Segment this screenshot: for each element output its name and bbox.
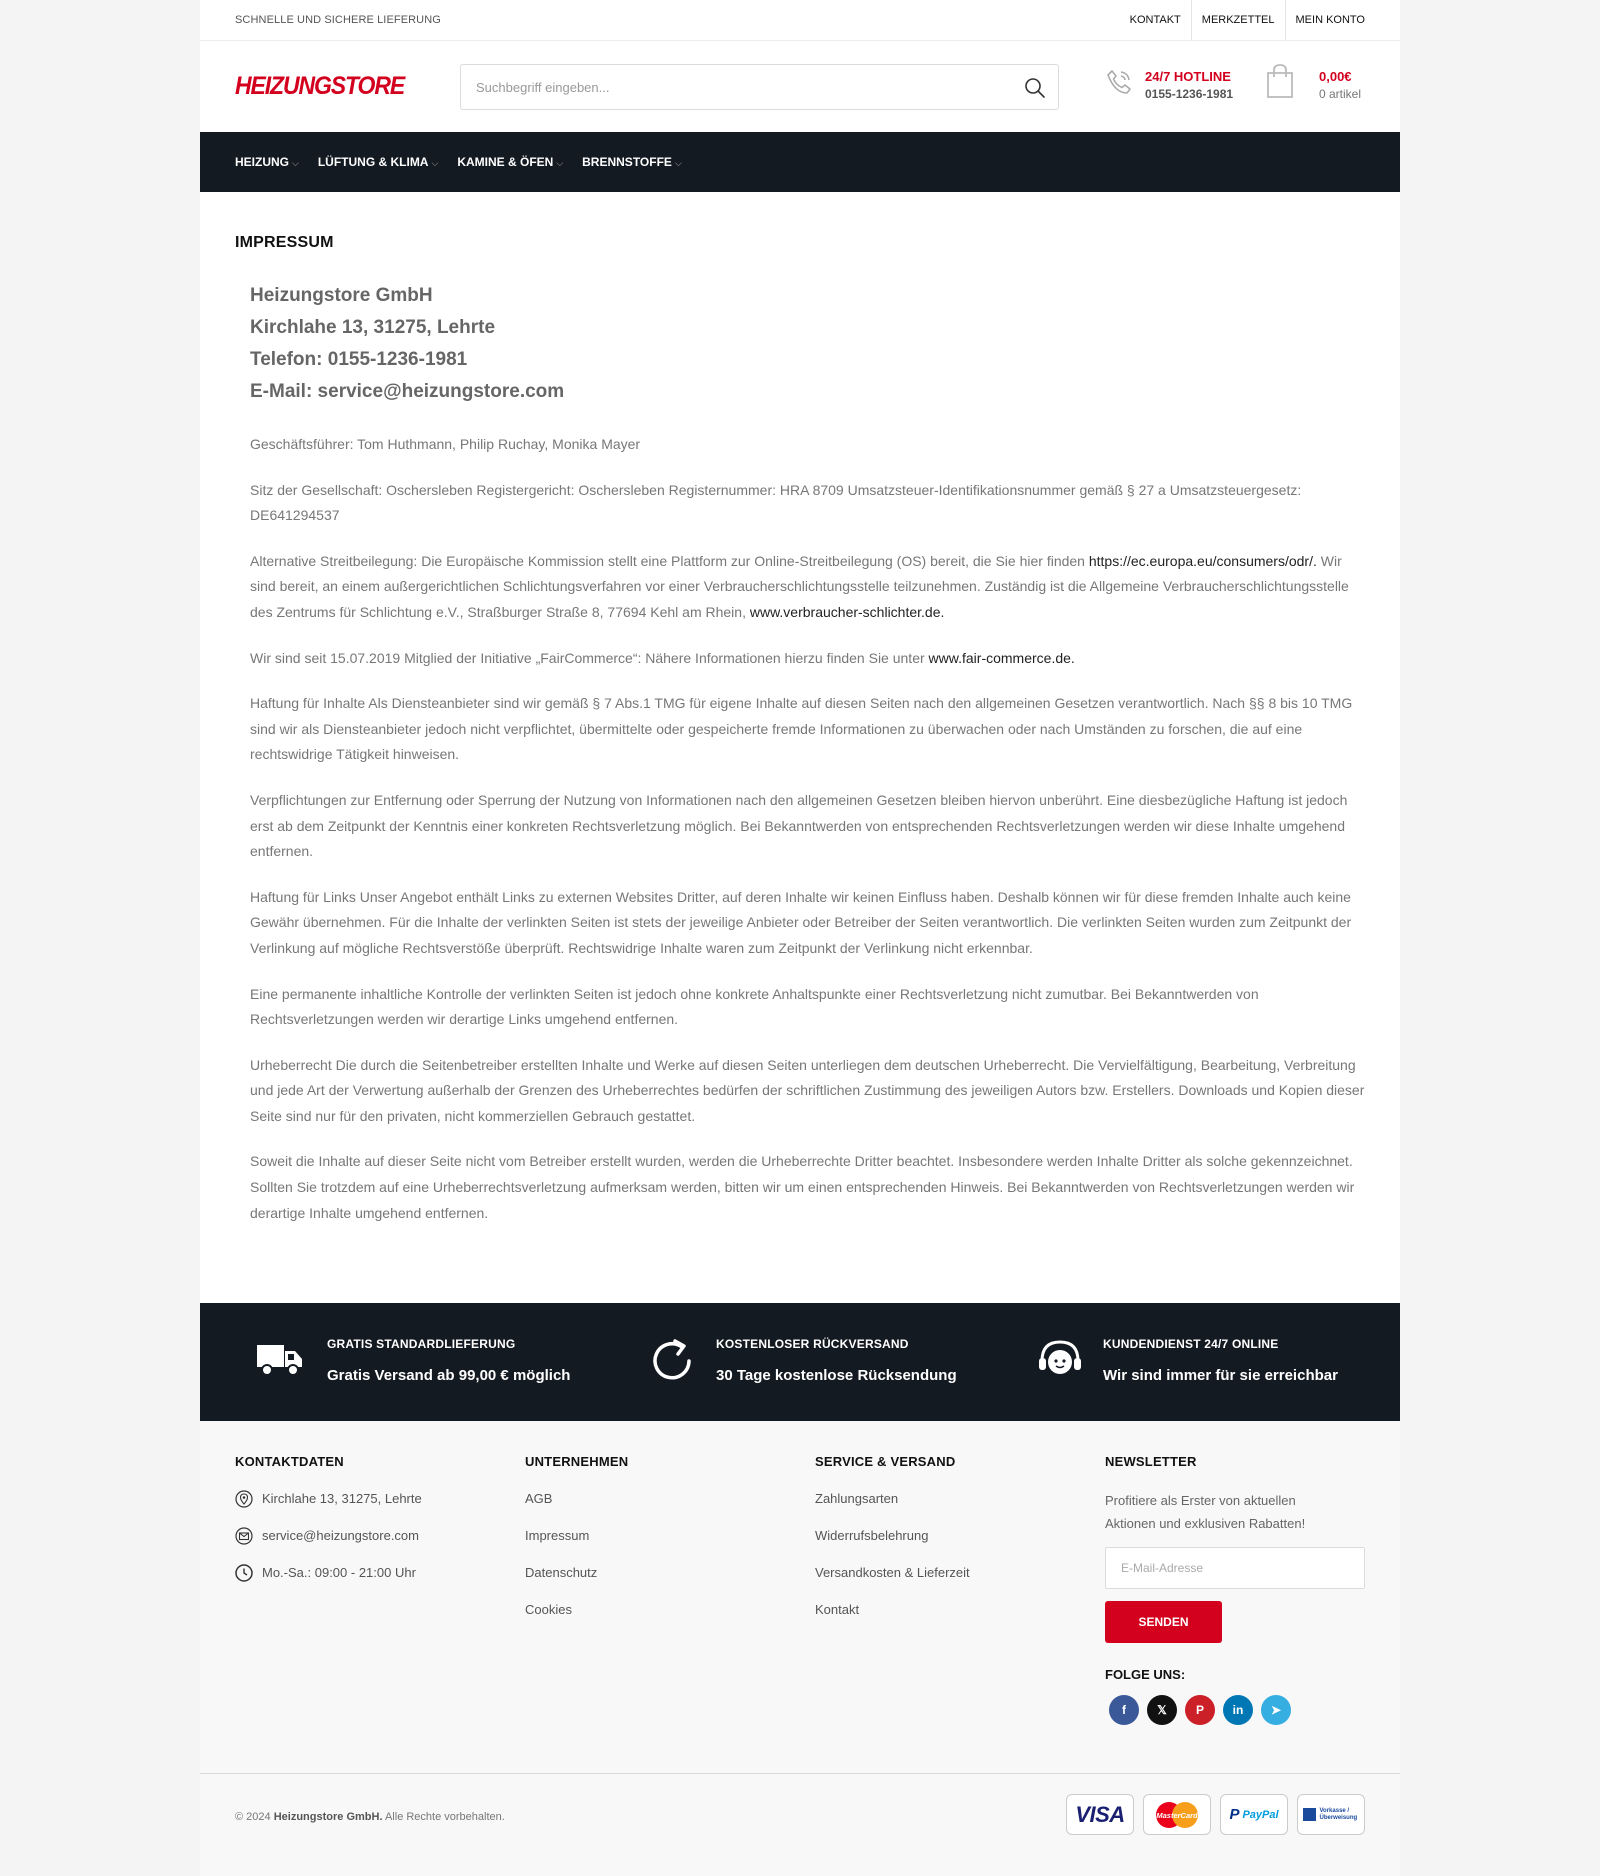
fair-commerce-link[interactable]: www.fair-commerce.de. xyxy=(928,649,1075,666)
payment-label: VISA xyxy=(1075,1801,1125,1827)
logo[interactable]: HEIZUNGSTORE xyxy=(235,72,405,100)
copyright-company: Heizungstore GmbH. xyxy=(273,1811,383,1823)
newsletter-text: Profitiere als Erster von aktuellen Aktionen und exklusiven Rabatten! xyxy=(1105,1493,1306,1531)
hotline-label: 24/7 HOTLINE xyxy=(1145,69,1231,84)
cart-count: 0 artikel xyxy=(1319,87,1362,101)
copyright-icon: © xyxy=(235,1811,244,1823)
facebook-icon[interactable]: f xyxy=(1109,1695,1139,1725)
paragraph-faircommerce xyxy=(235,646,1365,672)
company-street: Kirchlahe 13, 31275, Lehrte xyxy=(250,317,496,338)
chevron-down-icon: ⌵ xyxy=(431,158,439,168)
odr-link[interactable]: https://ec.europa.eu/consumers/odr/. xyxy=(1088,552,1317,569)
footer-link-kontakt[interactable]: Kontakt xyxy=(815,1602,860,1617)
contact-address xyxy=(235,1489,422,1509)
mastercard-icon xyxy=(1149,1799,1205,1831)
footer-link-impressum[interactable]: Impressum xyxy=(525,1528,590,1543)
page-title: IMPRESSUM xyxy=(235,234,334,251)
page xyxy=(200,0,1400,1854)
company-email: E-Mail: service@heizungstore.com xyxy=(250,381,565,402)
mastercard-logo xyxy=(1143,1794,1211,1835)
paragraph-link-control: Eine permanente inhaltliche Kontrolle der verlinkten Seiten ist jedoch ohne konkrete Anhaltspunkte einer Rechtsverletzung nicht zumutbar. Bei Bekanntwerden von Rechtsverletzungen werden wir derartige Links umgehend entfernen. xyxy=(250,985,1259,1028)
cart-total: 0,00€ xyxy=(1319,69,1352,84)
contact-email[interactable] xyxy=(235,1526,422,1546)
paragraph-registry: Sitz der Gesellschaft: Oschersleben Registergericht: Oschersleben Registernummer: HRA 8709 Umsatzsteuer-Identifikationsnummer gemäß § 27 a Umsatzsteuergesetz: DE641294537 xyxy=(250,481,1302,524)
footer-link-widerruf[interactable]: Widerrufsbelehrung xyxy=(815,1528,929,1543)
paypal-p-icon: P xyxy=(1229,1806,1240,1823)
linkedin-icon[interactable]: in xyxy=(1223,1695,1253,1725)
company-phone: Telefon: 0155-1236-1981 xyxy=(250,349,468,370)
top-links xyxy=(1120,0,1400,40)
company-address xyxy=(235,280,1365,408)
company-name: Heizungstore GmbH xyxy=(250,285,433,306)
paragraph-removal: Verpflichtungen zur Entfernung oder Sperrung der Nutzung von Informationen nach den allgemeinen Gesetzen bleiben hiervon unberührt. Eine diesbezügliche Haftung ist jedoch erst ab dem Zeitpunkt der Kenntnis einer konkreten Rechtsverletzung möglich. Bei Bekanntwerden von entsprechenden Rechtsverletzungen werden wir diese Inhalte umgehend entfernen. xyxy=(250,791,1348,860)
feature-subtitle: Gratis Versand ab 99,00 € möglich xyxy=(327,1367,571,1384)
nav-label: KAMINE & ÖFEN xyxy=(457,155,554,169)
footer-link-versandkosten[interactable]: Versandkosten & Lieferzeit xyxy=(815,1565,970,1580)
visa-logo xyxy=(1066,1794,1134,1835)
copyright-year: 2024 xyxy=(246,1811,271,1823)
paragraph-liability-content: Haftung für Inhalte Als Diensteanbieter sind wir gemäß § 7 Abs.1 TMG für eigene Inhalte auf diesen Seiten nach den allgemeinen Gesetzen verantwortlich. Nach §§ 8 bis 10 TMG sind wir als Diensteanbieter jedoch nicht verpflichtet, übermittelte oder gespeicherte fremde Informationen zu überwachen oder nach Umständen zu forschen, die auf eine rechtswidrige Tätigkeit hinweisen. xyxy=(250,695,1353,763)
features-bar xyxy=(200,1303,1400,1421)
shopping-bag-icon xyxy=(1265,63,1295,99)
envelope-icon xyxy=(235,1527,253,1545)
bank-icon xyxy=(1303,1808,1316,1821)
newsletter-submit-button[interactable]: SENDEN xyxy=(1105,1601,1222,1643)
feature-subtitle: Wir sind immer für sie erreichbar xyxy=(1103,1367,1338,1384)
headset-icon xyxy=(1035,1335,1085,1385)
feature-subtitle: 30 Tage kostenlose Rücksendung xyxy=(716,1367,957,1384)
main-content xyxy=(200,192,1400,1303)
payment-methods xyxy=(1066,1794,1365,1835)
search-icon[interactable] xyxy=(1022,75,1048,101)
paragraph-third-party: Soweit die Inhalte auf dieser Seite nicht vom Betreiber erstellt wurden, werden die Urheberrechte Dritter beachtet. Insbesondere werden Inhalte Dritter als solche gekennzeichnet. Sollten Sie trotzdem auf eine Urheberrechtsverletzung aufmerksam werden, bitten wir um einen entsprechenden Hinweis. Bei Bekanntwerden von Rechtsverletzungen werden wir derartige Inhalte umgehend entfernen. xyxy=(250,1153,1355,1221)
footer-heading: NEWSLETTER xyxy=(1105,1454,1197,1469)
header xyxy=(200,41,1400,132)
footer-company xyxy=(525,1454,628,1637)
social-links xyxy=(1105,1695,1365,1725)
paragraph-copyright: Urheberrecht Die durch die Seitenbetreiber erstellten Inhalte und Werke auf diesen Seiten unterliegen dem deutschen Urheberrecht. Die Vervielfältigung, Bearbeitung, Verbreitung und jede Art der Verwertung außerhalb der Grenzen des Urheberrechtes bedürfen der schriftlichen Zustimmung des jeweiligen Autors bzw. Erstellers. Downloads und Kopien dieser Seite sind nur für den privaten, nicht kommerziellen Gebrauch gestattet. xyxy=(250,1056,1365,1124)
clock-icon xyxy=(235,1564,253,1582)
footer-contact xyxy=(235,1454,422,1600)
feature-title: KUNDENDIENST 24/7 ONLINE xyxy=(1103,1337,1279,1351)
footer-service xyxy=(815,1454,970,1637)
hotline-number[interactable]: 0155-1236-1981 xyxy=(1145,87,1234,101)
payment-label: PayPal xyxy=(1242,1808,1279,1821)
copyright-suffix: Alle Rechte vorbehalten. xyxy=(384,1811,505,1823)
chevron-down-icon: ⌵ xyxy=(674,158,682,168)
location-pin-icon xyxy=(235,1490,253,1508)
main-nav xyxy=(200,132,1400,192)
contact-text: Mo.-Sa.: 09:00 - 21:00 Uhr xyxy=(262,1565,416,1580)
top-link-mein-konto[interactable]: MEIN KONTO xyxy=(1285,0,1400,40)
bottom-bar xyxy=(200,1773,1400,1854)
nav-label: BRENNSTOFFE xyxy=(582,155,672,169)
top-bar xyxy=(200,0,1400,41)
copyright xyxy=(235,1811,505,1823)
newsletter-email-input[interactable] xyxy=(1105,1547,1365,1589)
footer-link-cookies[interactable]: Cookies xyxy=(525,1602,572,1617)
contact-text: service@heizungstore.com xyxy=(262,1528,419,1543)
payment-label: Vorkasse / Überweisung xyxy=(1319,1807,1358,1821)
paragraph-text: Wir sind bereit, an einem außergerichtlichen Schlichtungsverfahren vor einer Verbraucherschlichtungsstelle teilzunehmen. Zuständig ist die Allgemeine Verbraucherschlichtungsstelle des Zentrums für Schlichtung e.V., Straßburger Straße 8, 77694 Kehl am Rhein, xyxy=(250,552,1349,620)
footer-link-zahlungsarten[interactable]: Zahlungsarten xyxy=(815,1491,899,1506)
footer-link-agb[interactable]: AGB xyxy=(525,1491,553,1506)
refresh-icon xyxy=(648,1335,698,1385)
chevron-down-icon: ⌵ xyxy=(292,158,299,168)
paypal-logo xyxy=(1220,1794,1288,1835)
nav-label: LÜFTUNG & KLIMA xyxy=(317,155,429,169)
promo-text: SCHNELLE UND SICHERE LIEFERUNG xyxy=(235,14,441,26)
footer-heading: UNTERNEHMEN xyxy=(525,1454,629,1469)
nav-item-heizung[interactable] xyxy=(235,155,299,169)
footer-heading: SERVICE & VERSAND xyxy=(815,1454,956,1469)
footer-link-datenschutz[interactable]: Datenschutz xyxy=(525,1565,598,1580)
payment-label: MasterCard xyxy=(1156,1810,1198,1820)
follow-label: FOLGE UNS: xyxy=(1105,1667,1186,1682)
nav-label: HEIZUNG xyxy=(235,155,289,169)
telegram-icon[interactable]: ➤ xyxy=(1261,1695,1291,1725)
paragraph-dispute xyxy=(235,549,1365,626)
feature-title: KOSTENLOSER RÜCKVERSAND xyxy=(716,1337,909,1351)
search-box xyxy=(460,64,1059,110)
paragraph-text: Wir sind seit 15.07.2019 Mitglied der Initiative „FairCommerce“: Nähere Informationen hierzu finden Sie unter xyxy=(250,649,929,666)
contact-text: Kirchlahe 13, 31275, Lehrte xyxy=(262,1491,422,1506)
footer-newsletter xyxy=(1105,1454,1365,1725)
top-link-merkzettel[interactable]: MERKZETTEL xyxy=(1191,0,1285,40)
bank-transfer-logo xyxy=(1297,1794,1365,1835)
paragraph-text: Alternative Streitbeilegung: Die Europäische Kommission stellt eine Plattform zur Online-Streitbeilegung (OS) bereit, die Sie hier finden xyxy=(250,552,1089,569)
nav-item-lueftung-klima[interactable] xyxy=(318,155,438,169)
chevron-down-icon: ⌵ xyxy=(556,158,564,168)
truck-icon xyxy=(255,1335,305,1385)
feature-title: GRATIS STANDARDLIEFERUNG xyxy=(327,1337,516,1351)
top-link-kontakt[interactable]: KONTAKT xyxy=(1129,14,1181,26)
search-input[interactable] xyxy=(461,65,1058,109)
footer-heading: KONTAKTDATEN xyxy=(235,1454,344,1469)
nav-item-brennstoffe[interactable] xyxy=(582,155,682,169)
paragraph-liability-links: Haftung für Links Unser Angebot enthält Links zu externen Websites Dritter, auf deren Inhalte wir keinen Einfluss haben. Deshalb können wir für diese fremden Inhalte auch keine Gewähr übernehmen. Für die Inhalte der verlinkten Seiten ist stets der jeweilige Anbieter oder Betreiber der Seiten verantwortlich. Die verlinkten Seiten wurden zum Zeitpunkt der Verlinkung auf mögliche Rechtsverstöße überprüft. Rechtswidrige Inhalte waren zum Zeitpunkt der Verlinkung nicht erkennbar. xyxy=(250,888,1352,956)
schlichter-link[interactable]: www.verbraucher-schlichter.de. xyxy=(749,603,945,620)
phone-icon xyxy=(1103,66,1135,98)
contact-hours xyxy=(235,1563,422,1583)
x-twitter-icon[interactable]: 𝕏 xyxy=(1147,1695,1177,1725)
pinterest-icon[interactable]: P xyxy=(1185,1695,1215,1725)
paragraph-management: Geschäftsführer: Tom Huthmann, Philip Ruchay, Monika Mayer xyxy=(250,436,641,452)
nav-item-kamine-oefen[interactable] xyxy=(457,155,563,169)
